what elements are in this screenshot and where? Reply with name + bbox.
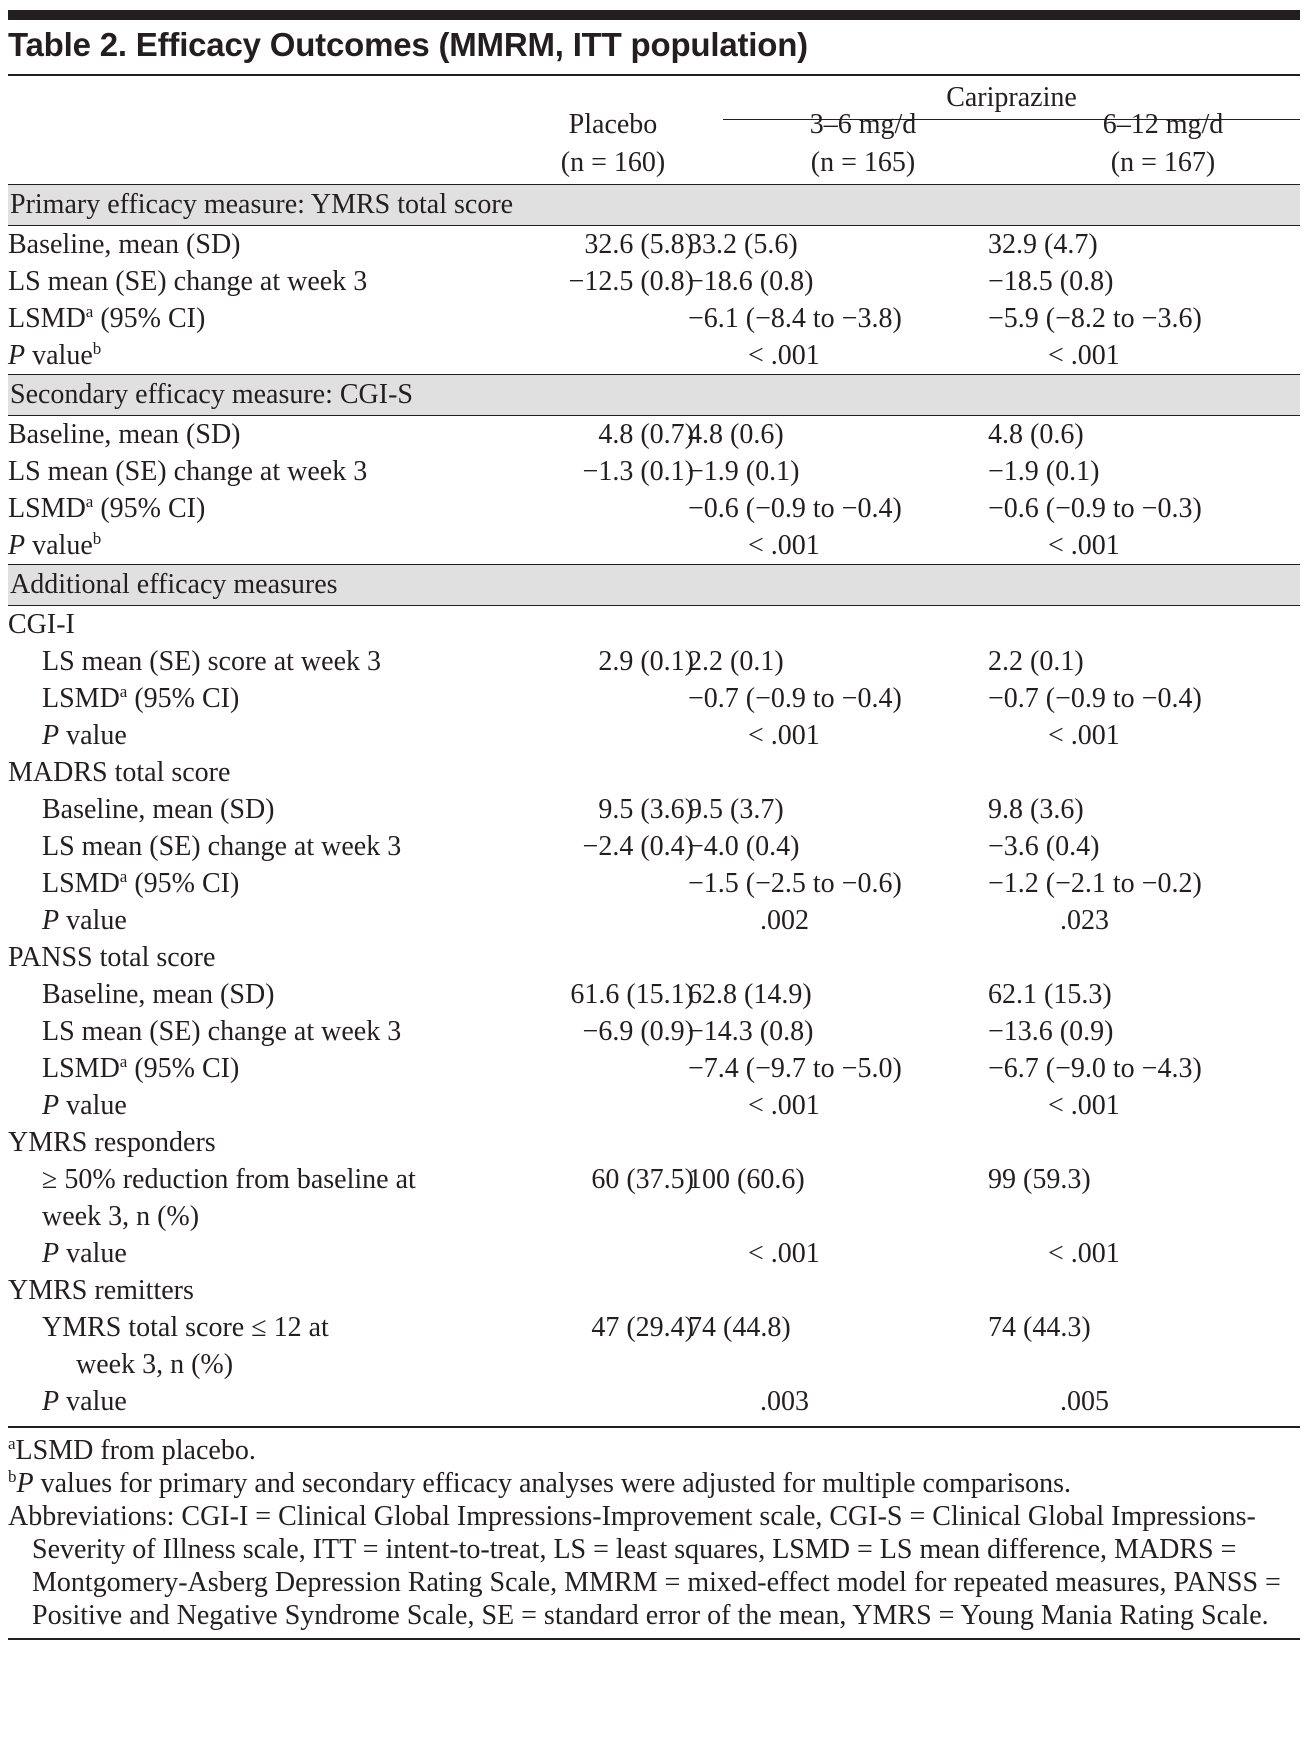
dose1-header: 3–6 mg/d xyxy=(809,109,917,140)
row-label: Baseline, mean (SD) xyxy=(42,979,275,1010)
dose1-value: < .001 xyxy=(748,720,820,751)
row-label: LS mean (SE) change at week 3 xyxy=(42,1016,402,1047)
dose2-value: < .001 xyxy=(1048,340,1120,371)
table-header xyxy=(8,76,1300,185)
placebo-value: 9.5 (3.6) xyxy=(598,794,694,825)
table-row xyxy=(8,606,1300,643)
dose1-value: < .001 xyxy=(748,1090,820,1121)
dose2-value: −0.7 (−0.9 to −0.4) xyxy=(988,683,1202,714)
row-label: Baseline, mean (SD) xyxy=(8,419,241,450)
table-row xyxy=(8,263,1300,300)
dose2-value: 2.2 (0.1) xyxy=(988,646,1084,677)
dose2-value: 62.1 (15.3) xyxy=(988,979,1112,1010)
row-label: LS mean (SE) score at week 3 xyxy=(42,646,381,677)
placebo-header: Placebo xyxy=(568,109,658,140)
dose2-value: −3.6 (0.4) xyxy=(988,831,1100,862)
dose2-value: < .001 xyxy=(1048,720,1120,751)
table-row xyxy=(8,1198,1300,1235)
dose2-value: < .001 xyxy=(1048,1090,1120,1121)
table-row xyxy=(8,828,1300,865)
placebo-value: −6.9 (0.9) xyxy=(582,1016,694,1047)
table-row xyxy=(8,300,1300,337)
row-label: LS mean (SE) change at week 3 xyxy=(8,266,368,297)
table-row xyxy=(8,1346,1300,1383)
dose1-value: 62.8 (14.9) xyxy=(688,979,812,1010)
row-label: P value xyxy=(42,720,127,751)
dose1-value: 4.8 (0.6) xyxy=(688,419,784,450)
top-rule xyxy=(8,10,1300,20)
dose1-value: −4.0 (0.4) xyxy=(688,831,800,862)
dose1-value: < .001 xyxy=(748,1238,820,1269)
row-label: LS mean (SE) change at week 3 xyxy=(42,831,402,862)
dose1-value: 100 (60.6) xyxy=(688,1164,805,1195)
table-row xyxy=(8,1309,1300,1346)
dose2-value: .023 xyxy=(1060,905,1109,936)
table-row xyxy=(8,902,1300,939)
placebo-value: 61.6 (15.1) xyxy=(570,979,694,1010)
dose1-value: −0.7 (−0.9 to −0.4) xyxy=(688,683,902,714)
placebo-n: (n = 160) xyxy=(560,147,666,178)
dose2-value: 4.8 (0.6) xyxy=(988,419,1084,450)
dose2-value: −6.7 (−9.0 to −4.3) xyxy=(988,1053,1202,1084)
table-row xyxy=(8,1235,1300,1272)
measure-name: PANSS total score xyxy=(8,942,216,973)
row-label: P value$^b$ xyxy=(8,339,102,371)
table-row xyxy=(8,490,1300,527)
dose2-value: −18.5 (0.8) xyxy=(988,266,1114,297)
placebo-value: 32.6 (5.8) xyxy=(584,229,694,260)
dose2-value: −13.6 (0.9) xyxy=(988,1016,1114,1047)
dose1-value: −1.9 (0.1) xyxy=(688,456,800,487)
dose2-value: 32.9 (4.7) xyxy=(988,229,1098,260)
footnote-a: $^a$LSMD from placebo. xyxy=(8,1434,256,1466)
cariprazine-header: Cariprazine xyxy=(946,82,1077,113)
dose1-value: 33.2 (5.6) xyxy=(688,229,798,260)
row-label: LSMD$^a$ (95% CI) xyxy=(42,682,240,714)
section-primary: Primary efficacy measure: YMRS total score xyxy=(8,185,1300,226)
row-label: LSMD$^a$ (95% CI) xyxy=(42,867,240,899)
table-row xyxy=(8,754,1300,791)
measure-name: CGI-I xyxy=(8,609,75,640)
row-label: P value xyxy=(42,905,127,936)
measure-name: MADRS total score xyxy=(8,757,231,788)
row-label: Baseline, mean (SD) xyxy=(8,229,241,260)
dose1-value: −0.6 (−0.9 to −0.4) xyxy=(688,493,902,524)
table-row xyxy=(8,976,1300,1013)
row-label: LSMD$^a$ (95% CI) xyxy=(8,302,206,334)
row-label: LSMD$^a$ (95% CI) xyxy=(42,1052,240,1084)
dose2-value: −1.9 (0.1) xyxy=(988,456,1100,487)
row-label: Baseline, mean (SD) xyxy=(42,794,275,825)
placebo-value: −2.4 (0.4) xyxy=(582,831,694,862)
row-label-continued: week 3, n (%) xyxy=(42,1201,200,1232)
table-row xyxy=(8,453,1300,490)
dose1-value: −1.5 (−2.5 to −0.6) xyxy=(688,868,902,899)
dose1-n: (n = 165) xyxy=(810,147,916,178)
footnotes xyxy=(8,1434,1300,1632)
dose1-value: 2.2 (0.1) xyxy=(688,646,784,677)
dose2-value: −1.2 (−2.1 to −0.2) xyxy=(988,868,1202,899)
table-row xyxy=(8,527,1300,564)
row-label: YMRS total score ≤ 12 at xyxy=(42,1312,329,1343)
table-row xyxy=(8,226,1300,263)
dose2-value: < .001 xyxy=(1048,530,1120,561)
table-row xyxy=(8,643,1300,680)
dose2-value: −0.6 (−0.9 to −0.3) xyxy=(988,493,1202,524)
row-label: LS mean (SE) change at week 3 xyxy=(8,456,368,487)
abbreviations: Abbreviations: CGI-I = Clinical Global Impressions-Improvement scale, CGI-S = Clinical Global Impressions-Severity of Illness scale, ITT = intent-to-treat, LS = least squares, LSMD = LS mean difference, MADRS = Montgomery-Asberg Depression Rating Scale, MMRM = mixed-effect model for repeated measures, PANSS = Positive and Negative Syndrome Scale, SE = standard error of the mean, YMRS = Young Mania Rating Scale. xyxy=(8,1501,1281,1631)
placebo-value: 4.8 (0.7) xyxy=(598,419,694,450)
placebo-value: 47 (29.4) xyxy=(591,1312,694,1343)
dose1-value: −18.6 (0.8) xyxy=(688,266,814,297)
dose2-value: .005 xyxy=(1060,1386,1109,1417)
dose1-value: 9.5 (3.7) xyxy=(688,794,784,825)
dose1-value: .002 xyxy=(760,905,809,936)
row-label: P value xyxy=(42,1238,127,1269)
table-row xyxy=(8,1383,1300,1420)
bottom-rule xyxy=(8,1420,1300,1428)
dose2-n: (n = 167) xyxy=(1110,147,1216,178)
table-row xyxy=(8,337,1300,374)
table-row xyxy=(8,1013,1300,1050)
dose2-value: 9.8 (3.6) xyxy=(988,794,1084,825)
table-row xyxy=(8,1087,1300,1124)
table-row xyxy=(8,865,1300,902)
placebo-value: −1.3 (0.1) xyxy=(582,456,694,487)
placebo-value: −12.5 (0.8) xyxy=(568,266,694,297)
dose1-value: −7.4 (−9.7 to −5.0) xyxy=(688,1053,902,1084)
table-row xyxy=(8,791,1300,828)
dose1-value: −6.1 (−8.4 to −3.8) xyxy=(688,303,902,334)
table-title: Table 2. Efficacy Outcomes (MMRM, ITT population) xyxy=(8,20,1300,76)
table-row xyxy=(8,1124,1300,1161)
table-row xyxy=(8,680,1300,717)
placebo-value: 60 (37.5) xyxy=(591,1164,694,1195)
dose1-value: .003 xyxy=(760,1386,809,1417)
section-additional: Additional efficacy measures xyxy=(8,564,1300,606)
measure-name: YMRS responders xyxy=(8,1127,216,1158)
table-row xyxy=(8,717,1300,754)
dose2-value: −5.9 (−8.2 to −3.6) xyxy=(988,303,1202,334)
dose1-value: 74 (44.8) xyxy=(688,1312,791,1343)
final-rule xyxy=(8,1638,1300,1640)
placebo-value: 2.9 (0.1) xyxy=(598,646,694,677)
row-label-continued: week 3, n (%) xyxy=(76,1349,234,1380)
dose2-value: 74 (44.3) xyxy=(988,1312,1091,1343)
table-row xyxy=(8,416,1300,453)
dose2-header: 6–12 mg/d xyxy=(1102,109,1224,140)
table-row xyxy=(8,1050,1300,1087)
row-label: ≥ 50% reduction from baseline at xyxy=(42,1164,416,1195)
measure-name: YMRS remitters xyxy=(8,1275,194,1306)
row-label: P value xyxy=(42,1386,127,1417)
footnote-b: $^b$P values for primary and secondary efficacy analyses were adjusted for multiple comparisons. xyxy=(8,1467,1072,1499)
dose2-value: 99 (59.3) xyxy=(988,1164,1091,1195)
dose1-value: < .001 xyxy=(748,340,820,371)
dose2-value: < .001 xyxy=(1048,1238,1120,1269)
row-label: P value xyxy=(42,1090,127,1121)
row-label: LSMD$^a$ (95% CI) xyxy=(8,492,206,524)
section-secondary: Secondary efficacy measure: CGI-S xyxy=(8,374,1300,416)
efficacy-table xyxy=(8,10,1300,1640)
table-row xyxy=(8,1272,1300,1309)
table-row xyxy=(8,1161,1300,1198)
dose1-value: < .001 xyxy=(748,530,820,561)
table-row xyxy=(8,939,1300,976)
dose1-value: −14.3 (0.8) xyxy=(688,1016,814,1047)
row-label: P value$^b$ xyxy=(8,529,102,561)
